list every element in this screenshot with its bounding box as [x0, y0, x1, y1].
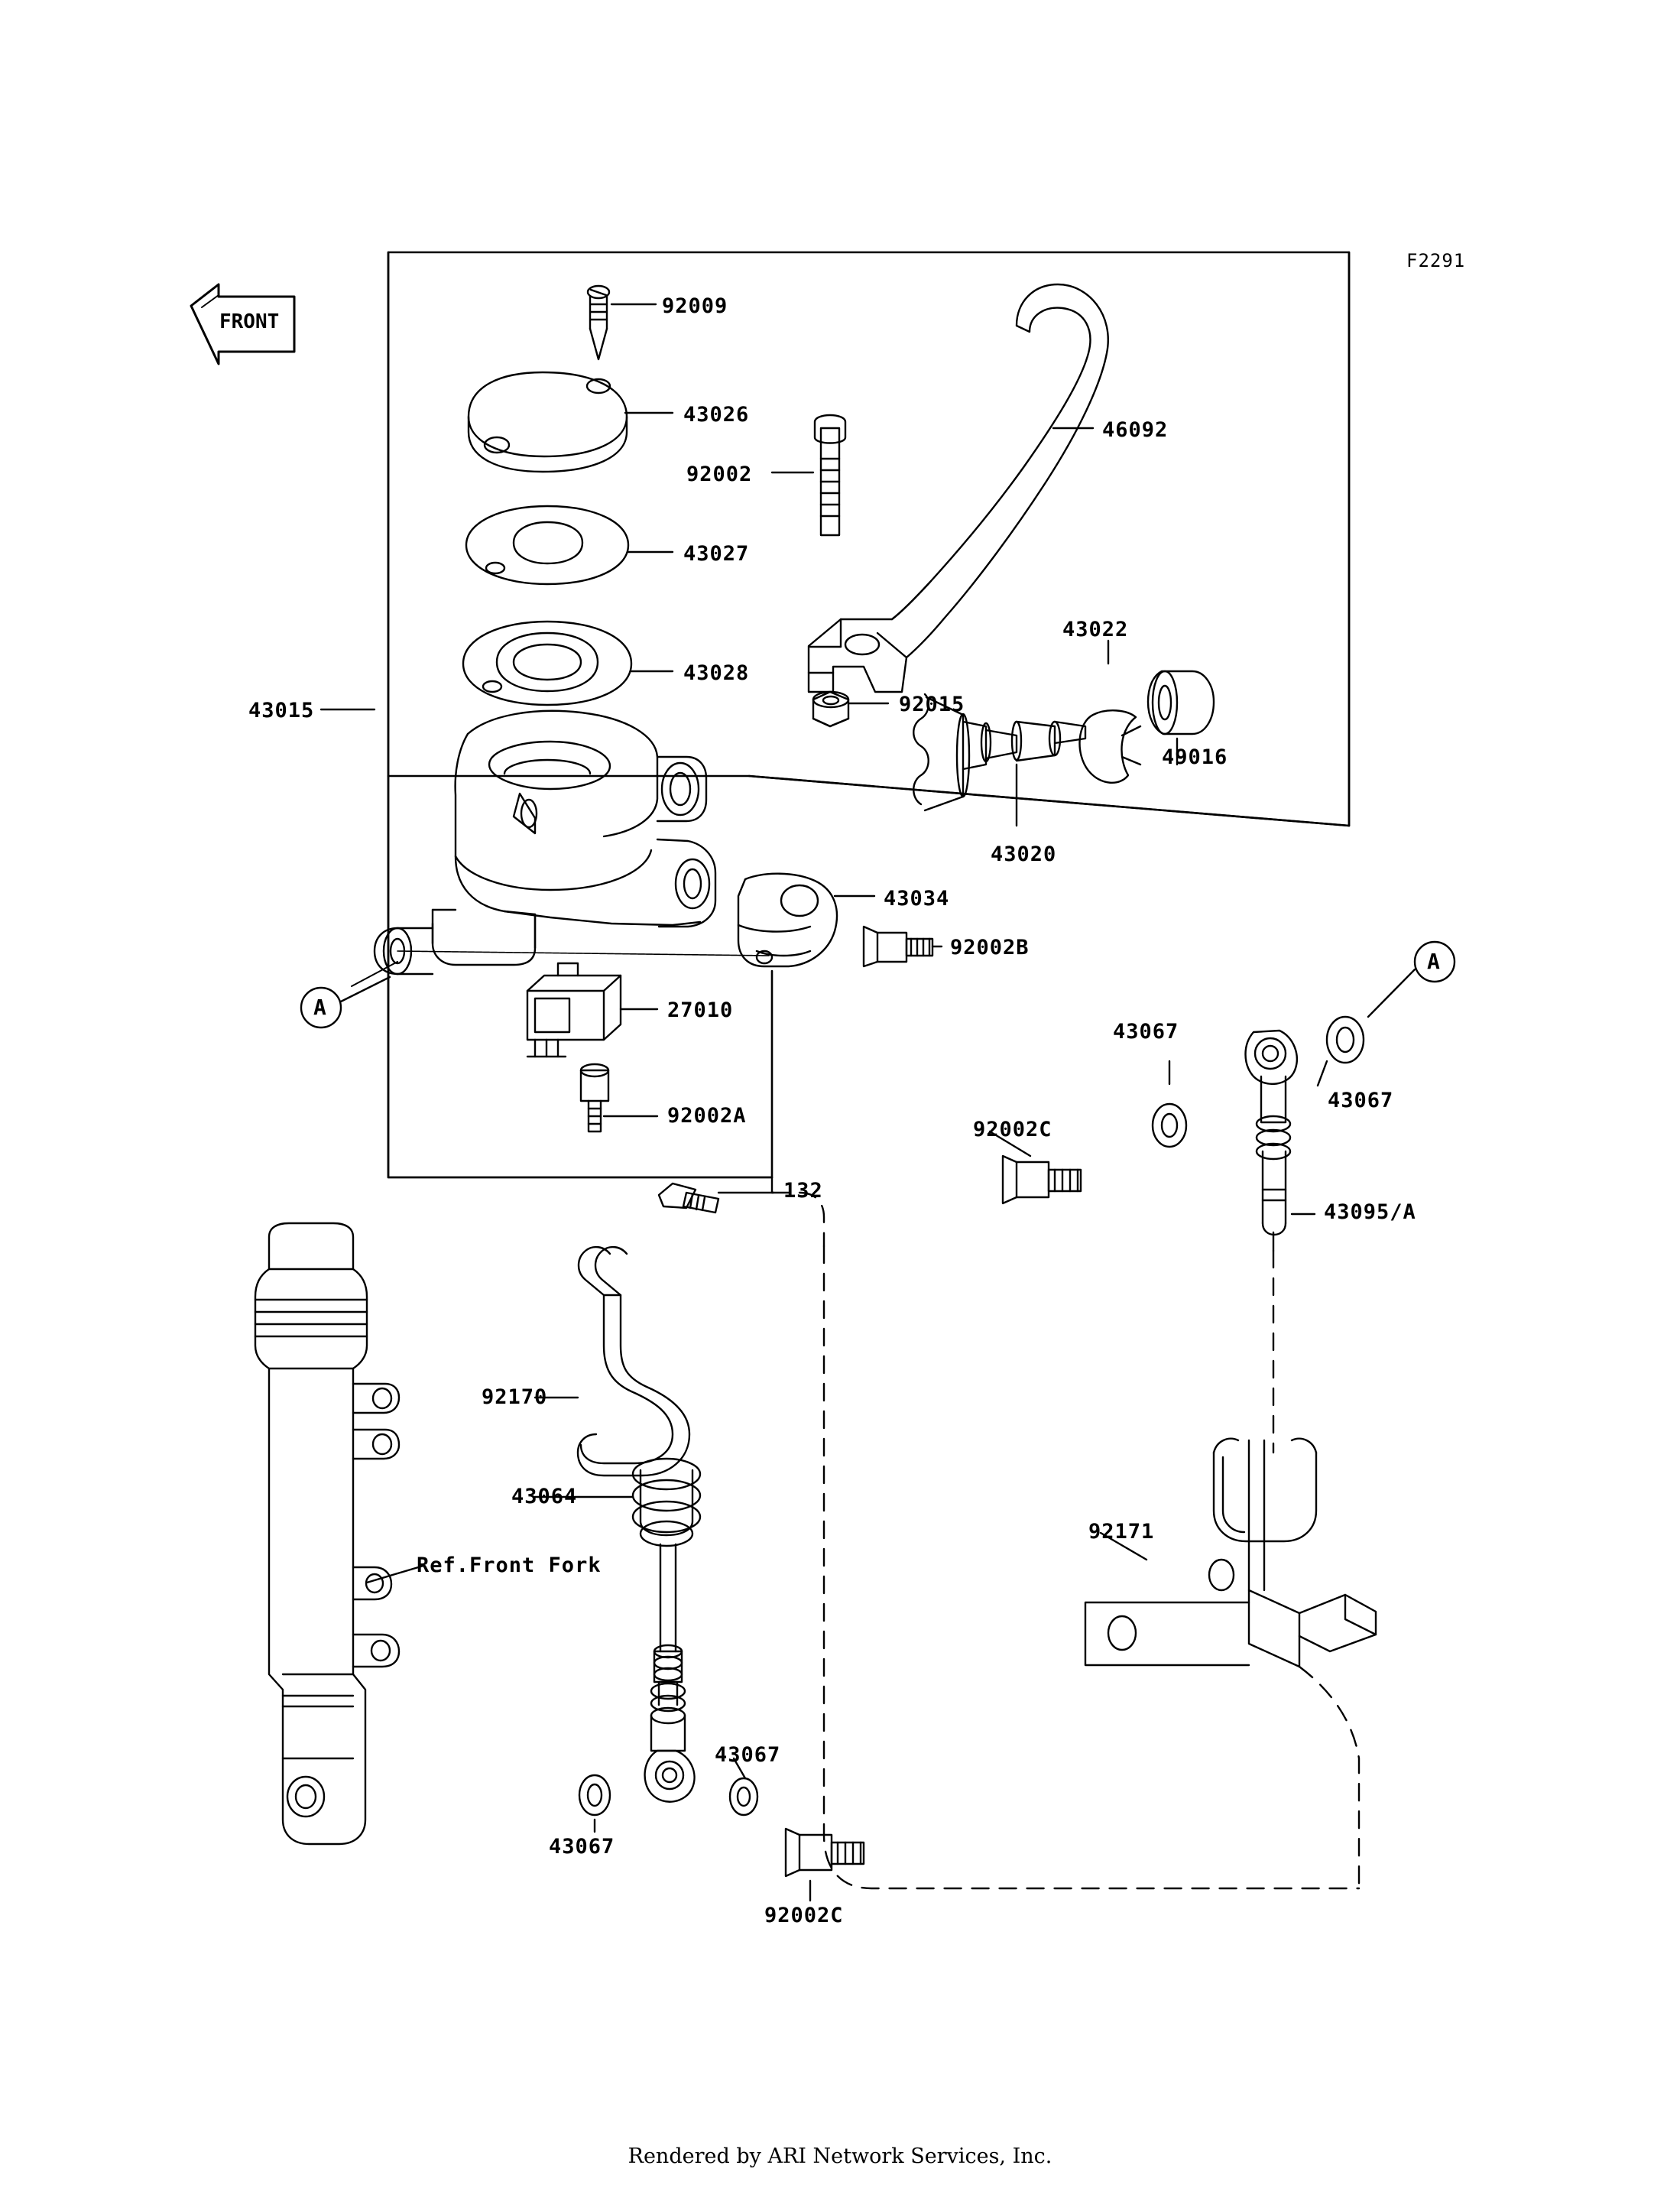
ref-front-fork-label: Ref.Front Fork	[417, 1554, 602, 1577]
callout-132: 132	[783, 1179, 823, 1203]
ref-marker-a-right: A	[1427, 949, 1441, 974]
callout-92171: 92171	[1088, 1520, 1155, 1544]
callout-92002A: 92002A	[667, 1104, 747, 1128]
callout-92002C-right: 92002C	[973, 1118, 1052, 1141]
front-arrow-label: FRONT	[219, 310, 280, 333]
callout-43067-upper-right: 43067	[1113, 1020, 1179, 1044]
callout-92015: 92015	[899, 693, 965, 716]
callout-43067-lower: 43067	[549, 1835, 615, 1859]
callout-92009: 92009	[662, 294, 728, 318]
callout-43034: 43034	[884, 887, 950, 911]
callout-43022: 43022	[1062, 618, 1129, 641]
callout-43067-mid: 43067	[715, 1743, 781, 1767]
callout-43020: 43020	[991, 843, 1057, 866]
ref-marker-a-left: A	[313, 995, 327, 1020]
callout-43026: 43026	[683, 403, 750, 427]
diagram-code: F2291	[1406, 250, 1466, 271]
callout-92170: 92170	[482, 1385, 548, 1409]
callout-43095A: 43095/A	[1324, 1200, 1416, 1224]
callout-43015: 43015	[248, 699, 315, 722]
callout-43027: 43027	[683, 542, 750, 566]
callout-92002B: 92002B	[950, 936, 1030, 959]
callout-43067-right: 43067	[1328, 1089, 1394, 1112]
callout-92002C-bottom: 92002C	[764, 1904, 844, 1927]
callout-46092: 46092	[1102, 418, 1169, 442]
footer-credit: Rendered by ARI Network Services, Inc.	[628, 2144, 1052, 2168]
callout-43064: 43064	[511, 1485, 578, 1508]
callout-92002: 92002	[686, 463, 753, 486]
callout-27010: 27010	[667, 998, 734, 1022]
callout-49016: 49016	[1162, 745, 1228, 769]
callout-43028: 43028	[683, 661, 750, 685]
